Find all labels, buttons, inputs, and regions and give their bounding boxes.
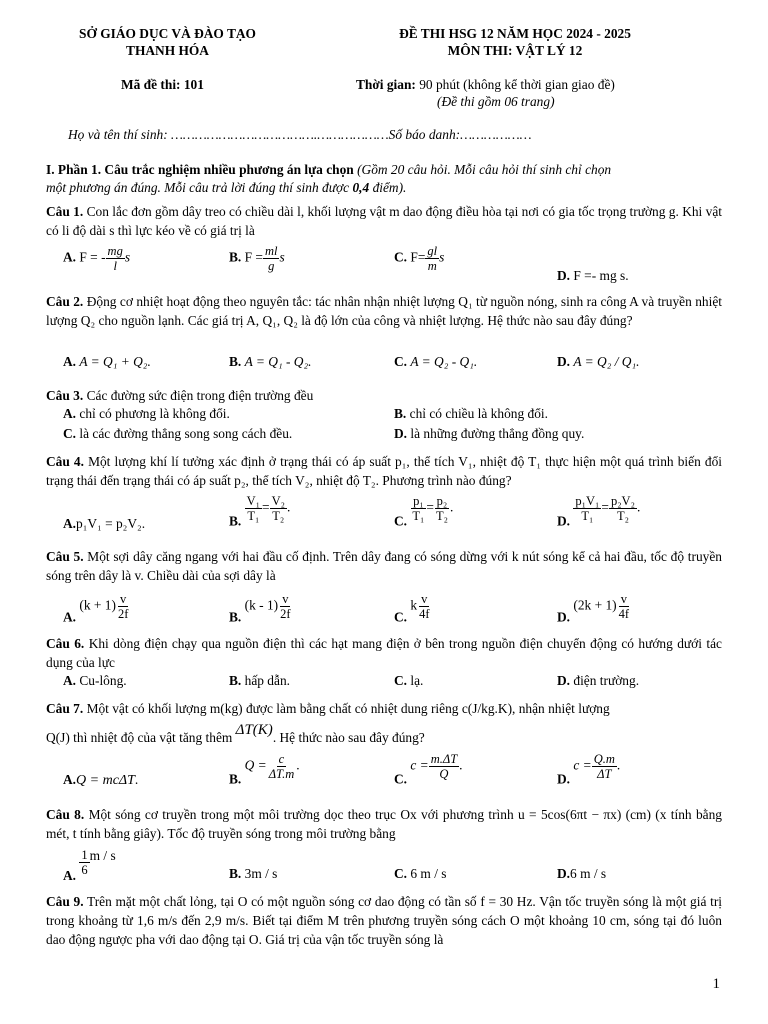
fraction [573,494,601,523]
option-letter: D. [557,771,571,787]
denominator: 2f [280,607,291,621]
question-1 [46,202,722,240]
fraction [617,592,631,621]
question-label: Câu 1. [46,204,84,219]
q6-option-d[interactable] [557,673,639,689]
numerator: v [620,592,627,606]
province-name: THANH HÓA [126,43,209,58]
option-letter: B. [229,866,242,881]
denominator: T₂ [272,509,285,523]
question-text: Động cơ nhiệt hoạt động theo nguyên tắc: tác nhân nhận nhiệt lượng Q₁ từ nguồn nóng, sinh ra công A và truyền nhiệt lượng Q₂ cho nguồn lạnh. Các giá trị A, Q₁, Q₂ là độ lớn của công và nhiệt lượng. Hệ thức nào sau đây đúng? [46,294,722,328]
q2-option-d[interactable] [557,354,639,370]
question-label: Câu 2. [46,294,84,309]
option-letter: C. [394,513,408,529]
numerator: Q.m [593,752,615,766]
q2-option-c[interactable] [394,354,477,370]
numerator: v [120,592,127,606]
option-text: hấp dẫn. [241,673,290,688]
q8-option-c[interactable] [394,866,446,882]
numerator: v [282,592,289,606]
denominator: T₁ [581,509,594,523]
exam-time [356,77,615,93]
option-prefix: Q = [244,757,267,773]
fraction [270,494,287,523]
q7-option-b[interactable]: B. Q = $\frac{c}{\Delta T.m}$ . [229,752,300,787]
question-text: Con lắc đơn gồm dây treo có chiều dài l, khối lượng vật m dao động điều hòa tại nơi có gia tốc trọng trường g. Khi vật có li độ dài s thì lực kéo về có giá trị là [46,204,722,238]
option-text: Cu-lông. [76,673,127,688]
option-letter: B. [229,771,242,787]
numerator: c [278,752,285,766]
unit: m / s [89,848,116,863]
numerator: m.ΔT [430,752,458,766]
option-letter: A. [63,516,77,531]
fraction [263,244,280,273]
option-suffix: s [439,249,445,265]
q2-option-b[interactable] [229,354,311,370]
option-letter: D. [394,426,408,441]
numerator: v [421,592,428,606]
option-prefix: k [410,597,418,613]
option-letter: C. [394,249,408,265]
question-8 [46,805,722,843]
option-letter: A. [63,609,77,625]
denominator: Q [439,767,449,781]
numerator: p₂V₂ [610,494,635,508]
q1-option-a[interactable] [63,244,130,273]
question-6 [46,634,722,672]
exam-code: Mã đề thi: 101 [121,77,204,92]
question-5 [46,547,722,585]
q3-option-a[interactable] [63,406,230,422]
q4-option-b[interactable]: B. $\frac{\text{V₁}}{\text{T₁}}$ = $\frac{\text{V₂}}{\text{T₂}}$ . [229,494,291,529]
option-letter: B. [229,513,242,529]
question-label: Câu 6. [46,636,85,651]
question-label: Câu 8. [46,807,85,822]
candidate-line: Họ và tên thí sinh: ……………………………….………………Số báo danh:……………… [68,127,532,142]
option-text: F =- mg s. [570,268,629,283]
time-label: Thời gian: [356,77,416,92]
fraction [267,752,297,781]
question-label: Câu 3. [46,388,84,403]
denominator: 2f [117,607,129,621]
question-text: Q(J) thì nhiệt độ của vật tăng thêm [46,730,236,745]
q4-option-d[interactable]: D. $\frac{\text{p₁V₁}}{\text{T₁}}$ = $\frac{\text{p₂V₂}}{\text{T₂}}$ . [557,494,641,529]
option-letter: B. [229,354,242,369]
option-text: là các đường thẳng song song cách đều. [76,426,293,441]
option-letter: B. [394,406,407,421]
denominator: T₁ [412,509,425,523]
q7-option-d[interactable]: D. c = $\frac{Q.m}{\Delta T}$ . [557,752,621,787]
q7-option-c[interactable]: C. c = $\frac{m.\Delta T}{Q}$ . [394,752,463,787]
q5-option-b[interactable] [229,592,293,626]
question-text: Các đường sức điện trong điện trường đều [83,388,314,403]
denominator: 6 [81,863,88,878]
option-letter: D. [557,513,571,529]
option-letter: C. [394,673,408,688]
part1-heading [46,160,722,179]
numerator: p₁V₁ [575,494,600,508]
q3-option-d[interactable] [394,426,584,442]
numerator: ml [264,244,278,258]
q3-option-b[interactable] [394,406,548,422]
option-prefix: (k - 1) [244,597,279,613]
fraction [429,752,459,781]
q4-option-c[interactable]: C. $\frac{\text{p₁}}{\text{T₁}}$ = $\frac{\text{p₂}}{\text{T₂}}$ . [394,494,454,529]
option-letter: C. [394,609,408,625]
question-text: Một lượng khí lí tưởng xác định ở trạng thái có áp suất p₁, thể tích V₁, nhiệt độ T₁ thực hiện một quá trình biến đổi trạng thái đến trạng thái có áp suất p₂, thể tích V₂, nhiệt độ T₂. Phương trình nào đúng? [46,454,722,488]
fraction [417,592,431,621]
question-text: Một sợi dây căng ngang với hai đầu cố định. Trên dây đang có sóng dừng với k nút sóng kể cả hai đầu, tốc độ truyền sóng trên dây là v. Chiều dài của sợi dây là [46,549,722,583]
option-letter: B. [229,249,242,265]
option-text: Q = mcΔT [76,773,135,788]
part1-note: (Gồm 20 câu hỏi. Mỗi câu hỏi thí sinh chỉ chọn [353,162,612,177]
q8-option-b[interactable] [229,866,277,882]
fraction [410,494,426,523]
option-letter: A. [63,772,77,787]
option-letter: A. [63,868,77,883]
option-text: 6 m / s [570,866,607,881]
question-text: Khi dòng điện chạy qua nguồn điện thì các hạt mang điện ở bên trong nguồn điện chuyển động có hướng dưới tác dụng của lực [46,636,722,670]
option-text: p₁V₁ = p₂V₂ [76,516,142,531]
numerator: p₁ [413,494,424,508]
denominator: ΔT [597,767,612,781]
exam-title: ĐỀ THI HSG 12 NĂM HỌC 2024 - 2025 [399,26,631,41]
option-text: lạ. [407,673,424,688]
fraction [106,244,125,273]
question-9 [46,892,722,949]
fraction [434,494,450,523]
option-letter: C. [63,426,77,441]
q5-option-d[interactable] [557,592,631,626]
question-label: Câu 9. [46,894,84,909]
option-prefix: c = [573,757,592,773]
q5-option-a[interactable] [63,592,130,626]
denominator: ΔT.m [268,767,295,781]
denominator: T₁ [247,509,260,523]
dept-name: SỞ GIÁO DỤC VÀ ĐÀO TẠO [79,26,256,41]
fraction [116,592,130,621]
denominator: 4f [618,607,630,621]
question-text: Một sóng cơ truyền trong một môi trường dọc theo trục Ox với phương trình u = 5cos(6πt − πx) (cm) (x tính bằng mét, t tính bằng giây). Tốc độ truyền sóng trong môi trường bằng [46,807,722,841]
fraction [79,848,89,877]
part1-note-2a: một phương án đúng. Mỗi câu trả lời đúng thí sinh được [46,180,353,195]
fraction [592,752,617,781]
numerator: 1 [81,848,88,863]
denominator: 4f [419,607,430,621]
question-text: Trên mặt một chất lỏng, tại O có một nguồn sóng cơ dao động có tần số f = 30 Hz. Vận tốc truyền sóng là một giá trị trong khoảng từ 1,6 m/s đến 2,9 m/s. Biết tại điểm M trên phương truyền sóng cách O một khoảng 10 cm, sóng tại đó luôn dao động ngược pha với dao động tại O. Giá trị của vận tốc truyền sóng là [46,894,722,947]
denominator: T₂ [616,509,629,523]
numerator: mg [107,244,123,258]
q7-option-a[interactable]: A.Q = mcΔT. [63,772,139,788]
q6-option-b[interactable] [229,673,290,689]
option-text: F = [241,249,263,265]
option-text: 3m / s [244,866,278,881]
numerator: V₂ [271,494,285,508]
question-7-line2 [46,722,722,748]
question-label: Câu 4. [46,454,84,469]
part1-note-line2 [46,178,722,197]
part1-title: I. Phần 1. Câu trắc nghiệm nhiều phương án lựa chọn [46,162,354,177]
question-7 [46,699,722,718]
q1-option-d[interactable] [557,268,629,284]
option-text: chỉ có phương là không đổi. [76,406,230,421]
denominator: g [268,259,275,273]
fraction [425,244,439,273]
part1-note-2c: điểm). [369,180,407,195]
option-letter: D. [557,866,571,881]
fraction [609,494,637,523]
option-text: A = Q₂ / Q₁. [573,354,640,369]
q8-option-a[interactable] [63,848,116,884]
numerator: gl [427,244,438,258]
page-number: 1 [712,976,720,992]
option-text: A = Q₁ + Q₂. [79,354,151,369]
question-4 [46,452,722,490]
option-text: F= [407,249,426,265]
q3-option-c[interactable] [63,426,292,442]
option-letter: D. [557,673,571,688]
question-3 [46,386,722,405]
question-label: Câu 5. [46,549,84,564]
question-2 [46,292,722,330]
exam-subject: MÔN THI: VẬT LÝ 12 [447,43,583,58]
option-text: điện trường. [570,673,640,688]
option-letter: C. [394,771,408,787]
denominator: l [113,259,117,273]
q5-option-c[interactable] [394,592,432,626]
q4-option-a[interactable]: A.p₁V₁ = p₂V₂. [63,516,146,531]
option-prefix: (k + 1) [79,597,116,613]
option-text: A = Q₂ - Q₁. [410,354,478,369]
fraction [245,494,262,523]
question-text: . Hệ thức nào sau đây đúng? [272,730,425,745]
numerator: p₂ [436,494,448,508]
option-prefix: c = [410,757,429,773]
option-prefix: (2k + 1) [573,597,617,613]
q2-option-a[interactable] [63,354,151,370]
option-text: chỉ có chiều là không đổi. [406,406,548,421]
numerator: V₁ [246,494,261,508]
fraction [278,592,292,621]
denominator: T₂ [435,509,448,523]
option-letter: A. [63,249,77,265]
option-letter: B. [229,673,242,688]
option-letter: D. [557,354,571,369]
option-suffix: s [279,249,285,265]
option-text: F = - [76,249,106,265]
option-text: là những đường thẳng đồng quy. [407,426,585,441]
option-letter: B. [229,609,242,625]
denominator: m [427,259,437,273]
option-letter: C. [394,866,408,881]
q8-option-d[interactable] [557,866,606,882]
question-text: Một vật có khối lượng m(kg) được làm bằng chất có nhiệt dung riêng c(J/kg.K), nhận nhiệt lượng [83,701,610,716]
part1-points: 0,4 [352,180,370,195]
q6-option-c[interactable] [394,673,423,689]
question-label: Câu 7. [46,701,84,716]
option-suffix: s [124,249,131,265]
q6-option-a[interactable] [63,673,127,689]
option-text: 6 m / s [410,866,447,881]
delta-t-expression: ΔT(K) [235,722,273,738]
option-letter: D. [557,268,571,283]
option-letter: A. [63,406,77,421]
option-letter: D. [557,609,571,625]
option-letter: C. [394,354,408,369]
option-letter: A. [63,673,77,688]
time-value: 90 phút (không kể thời gian giao đề) [415,77,615,92]
q1-option-c[interactable] [394,244,444,273]
option-text: A = Q₁ - Q₂. [244,354,312,369]
pages-note: (Đề thi gồm 06 trang) [437,94,555,109]
q1-option-b[interactable] [229,244,285,273]
option-letter: A. [63,354,77,369]
